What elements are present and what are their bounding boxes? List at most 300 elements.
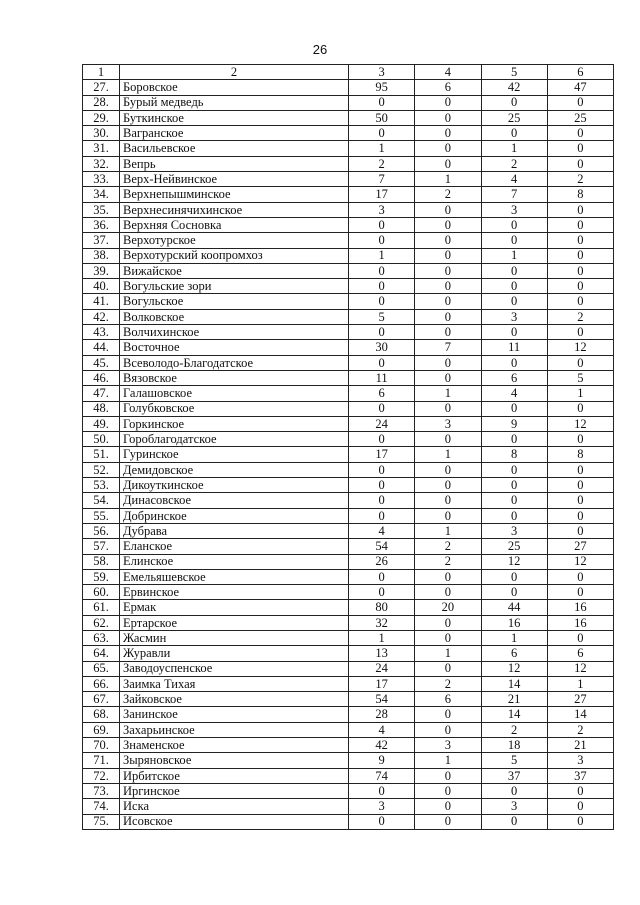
value-col-5: 0 [481,814,547,829]
table-body [83,80,614,830]
value-col-5: 3 [481,309,547,324]
value-col-3: 13 [349,646,415,661]
organization-name: Боровское [120,80,349,95]
value-col-4: 2 [415,676,481,691]
row-number: 70. [83,738,120,753]
table-row [83,325,614,340]
value-col-3: 4 [349,722,415,737]
organization-name: Верх-Нейвинское [120,172,349,187]
value-col-4: 2 [415,187,481,202]
table-row [83,768,614,783]
value-col-4: 1 [415,753,481,768]
row-number: 73. [83,783,120,798]
organization-name: Занинское [120,707,349,722]
value-col-6: 0 [547,217,613,232]
value-col-5: 9 [481,416,547,431]
organization-name: Зайковское [120,692,349,707]
value-col-6: 16 [547,615,613,630]
row-number: 49. [83,416,120,431]
column-header: 2 [120,65,349,80]
value-col-5: 42 [481,80,547,95]
organization-name: Верхотурское [120,233,349,248]
value-col-5: 12 [481,661,547,676]
organization-name: Заимка Тихая [120,676,349,691]
value-col-5: 0 [481,508,547,523]
value-col-3: 1 [349,141,415,156]
table-row [83,508,614,523]
value-col-6: 0 [547,355,613,370]
value-col-6: 3 [547,753,613,768]
value-col-5: 0 [481,585,547,600]
value-col-5: 0 [481,263,547,278]
value-col-6: 0 [547,279,613,294]
organization-name: Исовское [120,814,349,829]
table-row [83,294,614,309]
table-row [83,615,614,630]
table-row [83,585,614,600]
value-col-4: 6 [415,80,481,95]
organization-name: Верхнепышминское [120,187,349,202]
organization-name: Елинское [120,554,349,569]
value-col-4: 0 [415,95,481,110]
value-col-3: 26 [349,554,415,569]
organization-name: Иска [120,799,349,814]
organization-name: Буткинское [120,110,349,125]
value-col-3: 0 [349,585,415,600]
table-row [83,783,614,798]
value-col-5: 18 [481,738,547,753]
table-row [83,172,614,187]
value-col-4: 0 [415,585,481,600]
value-col-5: 0 [481,217,547,232]
table-row [83,676,614,691]
row-number: 59. [83,569,120,584]
value-col-5: 0 [481,493,547,508]
value-col-6: 25 [547,110,613,125]
row-number: 54. [83,493,120,508]
value-col-3: 0 [349,279,415,294]
organization-name: Горкинское [120,416,349,431]
value-col-4: 0 [415,508,481,523]
value-col-5: 5 [481,753,547,768]
row-number: 37. [83,233,120,248]
value-col-6: 0 [547,126,613,141]
value-col-5: 0 [481,95,547,110]
row-number: 63. [83,630,120,645]
value-col-3: 0 [349,493,415,508]
value-col-5: 3 [481,202,547,217]
row-number: 68. [83,707,120,722]
value-col-6: 21 [547,738,613,753]
table-row [83,110,614,125]
table-row [83,814,614,829]
value-col-3: 6 [349,386,415,401]
organization-name: Волчихинское [120,325,349,340]
organization-name: Знаменское [120,738,349,753]
value-col-5: 0 [481,783,547,798]
table-row [83,202,614,217]
table-row [83,646,614,661]
value-col-5: 0 [481,569,547,584]
value-col-4: 0 [415,462,481,477]
value-col-6: 0 [547,202,613,217]
row-number: 43. [83,325,120,340]
organization-name: Вогульское [120,294,349,309]
table-row [83,95,614,110]
value-col-5: 37 [481,768,547,783]
value-col-5: 0 [481,126,547,141]
value-col-4: 0 [415,233,481,248]
value-col-6: 0 [547,233,613,248]
value-col-3: 95 [349,80,415,95]
row-number: 71. [83,753,120,768]
value-col-3: 17 [349,676,415,691]
organization-name: Васильевское [120,141,349,156]
row-number: 41. [83,294,120,309]
value-col-3: 0 [349,508,415,523]
value-col-4: 6 [415,692,481,707]
value-col-5: 0 [481,294,547,309]
table-row [83,370,614,385]
value-col-5: 16 [481,615,547,630]
organization-name: Зыряновское [120,753,349,768]
row-number: 48. [83,401,120,416]
value-col-4: 0 [415,309,481,324]
organization-name: Вязовское [120,370,349,385]
value-col-6: 0 [547,478,613,493]
value-col-3: 0 [349,294,415,309]
value-col-3: 0 [349,233,415,248]
row-number: 40. [83,279,120,294]
organization-name: Демидовское [120,462,349,477]
organization-name: Всеволодо-Благодатское [120,355,349,370]
value-col-6: 1 [547,386,613,401]
value-col-4: 0 [415,569,481,584]
value-col-6: 12 [547,340,613,355]
value-col-6: 0 [547,799,613,814]
value-col-6: 8 [547,447,613,462]
value-col-5: 0 [481,462,547,477]
table-row [83,279,614,294]
organization-name: Дубрава [120,523,349,538]
table-row [83,462,614,477]
table-row [83,493,614,508]
organization-name: Ервинское [120,585,349,600]
value-col-4: 1 [415,523,481,538]
table-row [83,156,614,171]
value-col-4: 20 [415,600,481,615]
value-col-4: 0 [415,202,481,217]
value-col-3: 17 [349,187,415,202]
value-col-3: 24 [349,661,415,676]
organization-name: Галашовское [120,386,349,401]
value-col-5: 1 [481,248,547,263]
organization-name: Верхотурский коопромхоз [120,248,349,263]
value-col-3: 0 [349,478,415,493]
organization-name: Дикоуткинское [120,478,349,493]
row-number: 65. [83,661,120,676]
value-col-3: 11 [349,370,415,385]
value-col-6: 0 [547,95,613,110]
row-number: 66. [83,676,120,691]
table-row [83,707,614,722]
table-row [83,554,614,569]
value-col-5: 21 [481,692,547,707]
value-col-5: 4 [481,172,547,187]
table-header-row [83,65,614,80]
value-col-3: 30 [349,340,415,355]
value-col-5: 2 [481,156,547,171]
row-number: 31. [83,141,120,156]
value-col-6: 0 [547,783,613,798]
value-col-4: 2 [415,554,481,569]
table-row [83,416,614,431]
organization-name: Гуринское [120,447,349,462]
value-col-6: 0 [547,156,613,171]
value-col-4: 1 [415,447,481,462]
value-col-4: 0 [415,722,481,737]
value-col-6: 27 [547,539,613,554]
value-col-3: 0 [349,325,415,340]
organization-name: Вижайское [120,263,349,278]
value-col-3: 2 [349,156,415,171]
value-col-6: 0 [547,585,613,600]
row-number: 36. [83,217,120,232]
table-row [83,432,614,447]
value-col-6: 2 [547,309,613,324]
value-col-4: 1 [415,646,481,661]
value-col-5: 0 [481,401,547,416]
value-col-6: 0 [547,523,613,538]
value-col-4: 0 [415,279,481,294]
value-col-4: 1 [415,172,481,187]
table-row [83,263,614,278]
row-number: 60. [83,585,120,600]
value-col-6: 0 [547,508,613,523]
value-col-4: 0 [415,370,481,385]
value-col-4: 0 [415,814,481,829]
value-col-4: 3 [415,738,481,753]
row-number: 52. [83,462,120,477]
value-col-4: 0 [415,432,481,447]
row-number: 69. [83,722,120,737]
value-col-4: 0 [415,783,481,798]
row-number: 47. [83,386,120,401]
value-col-6: 0 [547,248,613,263]
value-col-6: 12 [547,416,613,431]
value-col-3: 17 [349,447,415,462]
column-header: 5 [481,65,547,80]
table-row [83,447,614,462]
value-col-3: 3 [349,202,415,217]
row-number: 58. [83,554,120,569]
value-col-4: 0 [415,799,481,814]
row-number: 55. [83,508,120,523]
value-col-6: 14 [547,707,613,722]
table-row [83,600,614,615]
organization-name: Журавли [120,646,349,661]
organization-name: Захарьинское [120,722,349,737]
value-col-4: 3 [415,416,481,431]
organization-name: Верхнесинячихинское [120,202,349,217]
value-col-6: 0 [547,569,613,584]
organization-name: Емельяшевское [120,569,349,584]
value-col-3: 0 [349,126,415,141]
value-col-3: 3 [349,799,415,814]
row-number: 42. [83,309,120,324]
value-col-3: 9 [349,753,415,768]
value-col-3: 5 [349,309,415,324]
organization-name: Вогульские зори [120,279,349,294]
value-col-4: 7 [415,340,481,355]
value-col-3: 0 [349,569,415,584]
value-col-6: 27 [547,692,613,707]
value-col-6: 0 [547,263,613,278]
value-col-3: 1 [349,630,415,645]
table-row [83,141,614,156]
value-col-6: 1 [547,676,613,691]
value-col-3: 80 [349,600,415,615]
value-col-5: 3 [481,523,547,538]
value-col-4: 1 [415,386,481,401]
column-header: 1 [83,65,120,80]
table-row [83,753,614,768]
organization-name: Волковское [120,309,349,324]
value-col-6: 12 [547,661,613,676]
value-col-5: 8 [481,447,547,462]
table-row [83,187,614,202]
value-col-5: 25 [481,539,547,554]
row-number: 67. [83,692,120,707]
row-number: 32. [83,156,120,171]
value-col-3: 24 [349,416,415,431]
column-header: 3 [349,65,415,80]
table-row [83,401,614,416]
value-col-6: 0 [547,462,613,477]
value-col-4: 2 [415,539,481,554]
value-col-5: 0 [481,355,547,370]
value-col-3: 54 [349,692,415,707]
value-col-4: 0 [415,478,481,493]
value-col-5: 7 [481,187,547,202]
table-row [83,217,614,232]
value-col-4: 0 [415,661,481,676]
value-col-3: 0 [349,401,415,416]
organization-name: Голубковское [120,401,349,416]
value-col-5: 25 [481,110,547,125]
value-col-4: 0 [415,615,481,630]
value-col-3: 0 [349,217,415,232]
value-col-5: 11 [481,340,547,355]
row-number: 30. [83,126,120,141]
row-number: 57. [83,539,120,554]
value-col-4: 0 [415,126,481,141]
value-col-3: 7 [349,172,415,187]
value-col-4: 0 [415,630,481,645]
table-row [83,386,614,401]
value-col-6: 47 [547,80,613,95]
value-col-4: 0 [415,401,481,416]
value-col-6: 0 [547,630,613,645]
value-col-3: 28 [349,707,415,722]
value-col-5: 14 [481,707,547,722]
row-number: 29. [83,110,120,125]
value-col-5: 6 [481,370,547,385]
table-row [83,722,614,737]
row-number: 45. [83,355,120,370]
table-row [83,569,614,584]
row-number: 75. [83,814,120,829]
value-col-3: 0 [349,263,415,278]
value-col-6: 2 [547,172,613,187]
row-number: 33. [83,172,120,187]
row-number: 64. [83,646,120,661]
table-row [83,309,614,324]
data-table [82,64,614,830]
column-header: 4 [415,65,481,80]
value-col-3: 32 [349,615,415,630]
value-col-5: 14 [481,676,547,691]
organization-name: Еланское [120,539,349,554]
value-col-6: 0 [547,493,613,508]
table-row [83,799,614,814]
row-number: 50. [83,432,120,447]
value-col-6: 0 [547,401,613,416]
value-col-3: 0 [349,783,415,798]
row-number: 53. [83,478,120,493]
table-row [83,539,614,554]
value-col-6: 5 [547,370,613,385]
organization-name: Бурый медведь [120,95,349,110]
value-col-5: 2 [481,722,547,737]
value-col-3: 1 [349,248,415,263]
row-number: 27. [83,80,120,95]
value-col-3: 54 [349,539,415,554]
organization-name: Иргинское [120,783,349,798]
table-row [83,523,614,538]
row-number: 74. [83,799,120,814]
value-col-4: 0 [415,248,481,263]
value-col-3: 0 [349,814,415,829]
value-col-6: 37 [547,768,613,783]
value-col-3: 4 [349,523,415,538]
table-row [83,692,614,707]
table-row [83,340,614,355]
value-col-5: 0 [481,279,547,294]
value-col-6: 0 [547,814,613,829]
value-col-4: 0 [415,768,481,783]
column-header: 6 [547,65,613,80]
table-row [83,738,614,753]
value-col-3: 74 [349,768,415,783]
row-number: 61. [83,600,120,615]
value-col-4: 0 [415,707,481,722]
value-col-5: 0 [481,432,547,447]
value-col-5: 12 [481,554,547,569]
organization-name: Гороблагодатское [120,432,349,447]
organization-name: Верхняя Сосновка [120,217,349,232]
value-col-4: 0 [415,325,481,340]
row-number: 39. [83,263,120,278]
value-col-5: 44 [481,600,547,615]
value-col-6: 8 [547,187,613,202]
value-col-6: 16 [547,600,613,615]
value-col-5: 0 [481,233,547,248]
value-col-4: 0 [415,141,481,156]
organization-name: Ертарское [120,615,349,630]
organization-name: Вагранское [120,126,349,141]
row-number: 28. [83,95,120,110]
